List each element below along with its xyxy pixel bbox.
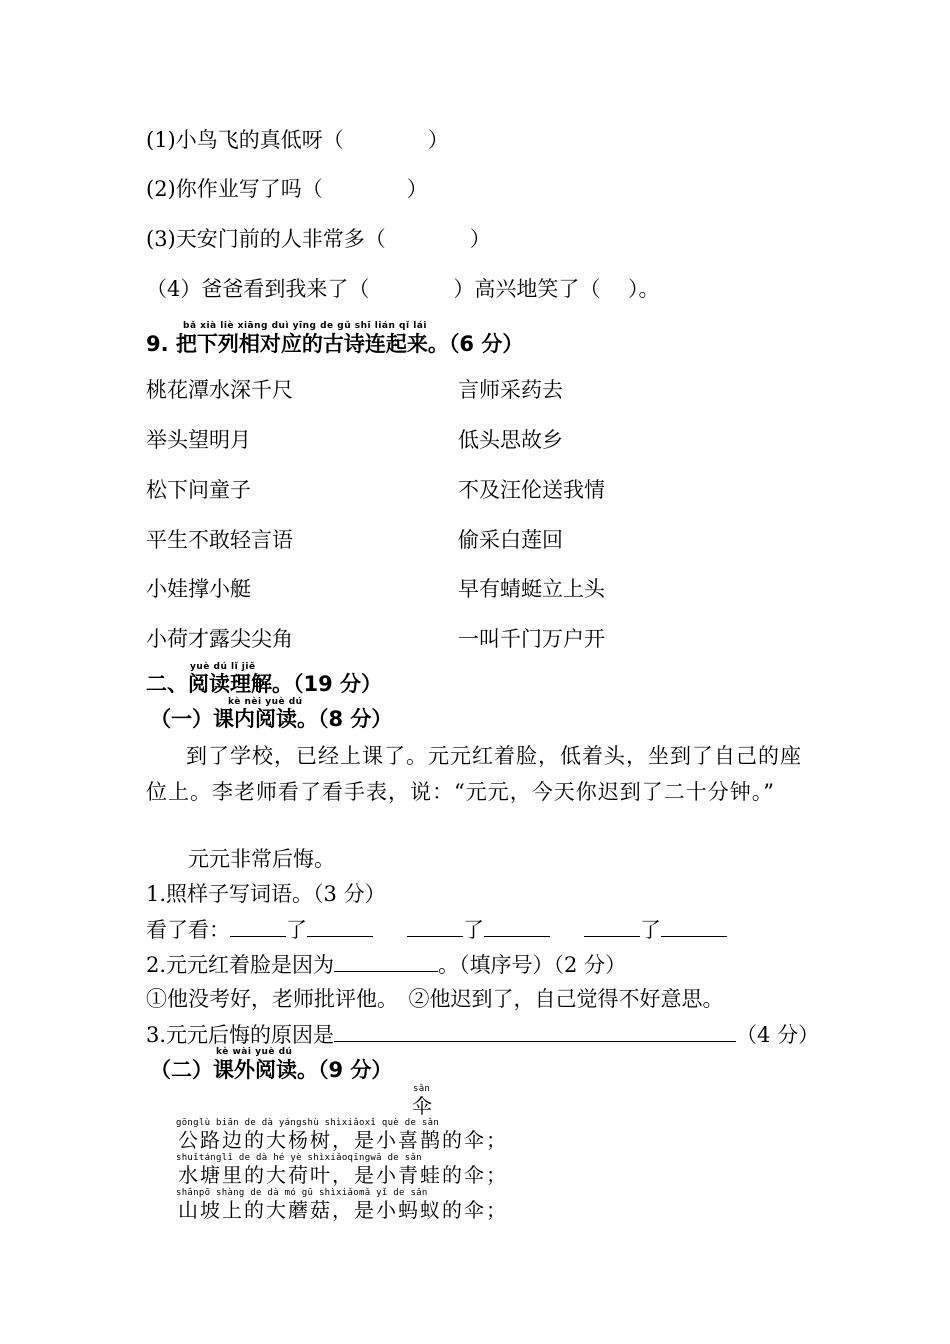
q9-right-6[interactable]: 一叫千门万户开: [458, 627, 605, 651]
q2-prefix: 2.元元红着脸是因为: [146, 953, 335, 977]
q1-blank-1b[interactable]: [307, 916, 373, 937]
q9-right-2[interactable]: 低头思故乡: [458, 428, 563, 452]
q8-item-1: (1)小鸟飞的真低呀（ ）: [146, 128, 449, 152]
q1-example-label: 看了看：: [146, 918, 230, 942]
poem-line-2-pinyin: shuǐtánglǐ de dà hé yè shìxiǎoqīngwā de sǎn: [176, 1153, 422, 1163]
q8-item-4: （4）爸爸看到我来了（ ）高兴地笑了（ ）。: [146, 277, 660, 301]
q3-prefix: 3.元元后悔的原因是: [146, 1023, 335, 1047]
section2-title: 二、阅读理解。（19 分）: [146, 672, 383, 696]
poem-line-3-pinyin: shānpō shàng de dà mó gū shìxiǎomǎ yǐ de sǎn: [176, 1188, 428, 1198]
poem-title-pinyin: sǎn: [413, 1084, 431, 1094]
q3-answer-blank[interactable]: [334, 1021, 736, 1042]
poem-title: 伞: [412, 1094, 434, 1118]
q9-right-1[interactable]: 言师采药去: [458, 378, 563, 402]
q9-title: 9. 把下列相对应的古诗连起来。（6 分）: [146, 332, 524, 356]
q9-left-5[interactable]: 小娃撑小艇: [146, 577, 251, 601]
q1-blank-2a[interactable]: [407, 916, 463, 937]
q2-answer-blank[interactable]: [334, 951, 438, 972]
q1-blank-word-3: 了: [640, 918, 661, 942]
part1-paragraph: 到了学校，已经上课了。元元红着脸，低着头，坐到了自己的座位上。李老师看了看手表，说：“元元，今天你迟到了二十分钟。”: [146, 744, 802, 804]
q1-blank-word-1: 了: [286, 918, 307, 942]
q9-pinyin: bǎ xià liè xiāng duì yīng de gǔ shī lián qǐ lái: [183, 321, 427, 331]
q9-right-5[interactable]: 早有蜻蜓立上头: [458, 577, 605, 601]
part1-q2-options: ①他没考好，老师批评他。 ②他迟到了，自己觉得不好意思。: [146, 987, 724, 1011]
part2-pinyin: kè wài yuè dú: [216, 1047, 293, 1057]
section2-pinyin: yuè dú lǐ jiě: [190, 662, 256, 672]
part2-title: （二）课外阅读。（9 分）: [150, 1058, 393, 1082]
part1-q1: 1.照样子写词语。（3 分）: [146, 882, 386, 906]
q9-right-4[interactable]: 偷采白莲回: [458, 528, 563, 552]
poem-line-1-pinyin: gōnglù biān de dà yángshù shìxiǎoxǐ què de sǎn: [176, 1118, 440, 1128]
q1-blank-1a[interactable]: [230, 916, 286, 937]
q9-left-2[interactable]: 举头望明月: [146, 428, 251, 452]
q1-blank-word-2: 了: [463, 918, 484, 942]
q9-right-3[interactable]: 不及汪伦送我情: [458, 478, 605, 502]
q9-left-4[interactable]: 平生不敢轻言语: [146, 528, 293, 552]
q1-blank-3a[interactable]: [584, 916, 640, 937]
part1-q2: [146, 951, 626, 978]
q9-left-6[interactable]: 小荷才露尖尖角: [146, 627, 293, 651]
q1-blank-3b[interactable]: [661, 916, 727, 937]
q9-left-1[interactable]: 桃花潭水深千尺: [146, 378, 293, 402]
q2-suffix: 。（填序号）（2 分）: [438, 953, 627, 977]
part1-title: （一）课内阅读。（8 分）: [150, 707, 393, 731]
poem-line-2: 水塘里的大荷叶，是小青蛙的伞；: [178, 1163, 508, 1187]
q1-blank-2b[interactable]: [484, 916, 550, 937]
part1-pinyin: kè nèi yuè dú: [228, 697, 303, 707]
poem-line-3: 山坡上的大蘑菇，是小蚂蚁的伞；: [178, 1198, 508, 1222]
q3-suffix: （4 分）: [736, 1023, 820, 1047]
poem-line-1: 公路边的大杨树，是小喜鹊的伞；: [178, 1128, 508, 1152]
q8-item-2: (2)你作业写了吗（ ）: [146, 177, 428, 201]
q8-item-3: (3)天安门前的人非常多（ ）: [146, 227, 491, 251]
part1-paragraph2: 元元非常后悔。: [188, 847, 335, 871]
part1-q1-answer-row: [146, 916, 727, 943]
q9-left-3[interactable]: 松下问童子: [146, 478, 251, 502]
part1-q3: [146, 1021, 819, 1048]
